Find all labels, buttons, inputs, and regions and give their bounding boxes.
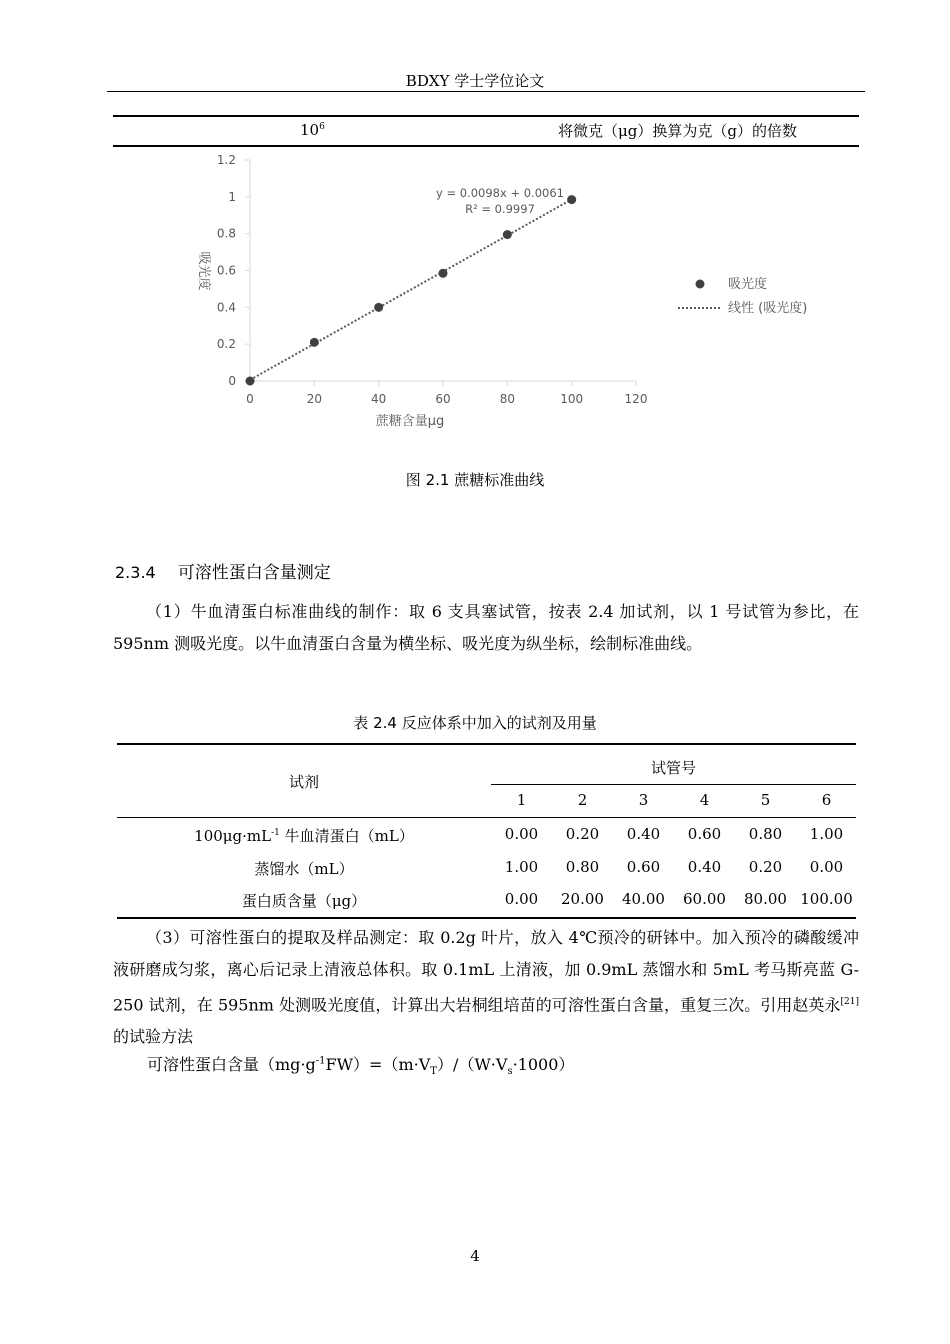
table-cell: 0.20 (748, 858, 783, 876)
y-axis-label: 吸光度 (196, 251, 211, 291)
table-cell: 0.60 (626, 858, 661, 876)
y-tick-label: 1 (228, 189, 236, 204)
citation-ref: [21] (840, 997, 859, 1007)
table-header-tube: 试管号 (650, 759, 696, 777)
tube-number-5: 5 (760, 791, 771, 809)
data-point (310, 338, 319, 347)
paragraph-3: （3）可溶性蛋白的提取及样品测定：取 0.2g 叶片，放入 4℃预冷的研钵中。加入预冷的磷酸缓冲液研磨成匀浆，离心后记录上清液总体积。取 0.1mL 上清液，加 0.9mL 蒸馏水和 5mL 考马斯亮蓝 G-250 试剂，在 595nm 处测吸光度值，计算出大岩桐组培苗的可溶性蛋白含量，重复三次。引用赵英永[21]的试验方法 (113, 928, 859, 1047)
trendline (250, 199, 572, 379)
y-tick-label: 0 (228, 374, 236, 388)
data-point (374, 303, 383, 312)
prev-table-description: 将微克（μg）换算为克（g）的倍数 (558, 122, 797, 140)
section-heading (115, 558, 331, 583)
x-tick-label: 20 (306, 392, 322, 406)
legend-label-trendline: 线性 (吸光度) (728, 301, 808, 316)
y-tick-label: 0.6 (216, 263, 236, 278)
table-bottom-rule (117, 917, 856, 919)
legend-label-points: 吸光度 (728, 277, 768, 292)
section-number: 2.3.4 (115, 563, 156, 582)
table-caption: 表 2.4 反应体系中加入的试剂及用量 (353, 714, 597, 732)
data-point (503, 230, 512, 239)
formula: 可溶性蛋白含量$(mg\cdot g^{-1}FW)=(m\cdot V_T)/(W\cdot V_s\cdot 1000)$ (147, 1055, 575, 1078)
table-row-label: $100\mu g\cdot mL^{-1}$ 牛血清蛋白（mL） (194, 827, 414, 845)
table-cell: 0.40 (687, 858, 722, 876)
x-tick-label: 40 (371, 392, 387, 406)
prev-table-top-rule (113, 115, 859, 117)
table-row-label: 蛋白质含量（μg） (241, 892, 367, 910)
x-tick-label: 60 (435, 392, 451, 406)
table-cell: 80.00 (744, 890, 787, 908)
trendline-equation: y = 0.0098x + 0.0061 (436, 186, 564, 200)
table-cell: 0.60 (687, 825, 722, 843)
header-rule (107, 91, 865, 92)
r-squared: R² = 0.9997 (465, 202, 535, 216)
x-tick-label: 80 (499, 392, 515, 406)
tube-number-6: 6 (821, 791, 832, 809)
paragraph-1: （1）牛血清蛋白标准曲线的制作：取 6 支具塞试管，按表 2.4 加试剂，以 1 号试管为参比，在 595nm 测吸光度。以牛血清蛋白含量为横坐标、吸光度为纵坐标，绘制标准曲线。 (113, 602, 859, 653)
table-cell: 0.40 (626, 825, 661, 843)
running-header: BDXY 学士学位论文 (405, 72, 545, 90)
legend-marker-points (696, 280, 705, 289)
table-cell: 0.80 (748, 825, 783, 843)
table-header-rule (117, 817, 856, 818)
prev-table-bottom-rule (113, 145, 859, 147)
x-tick-label: 0 (246, 392, 254, 406)
table-top-rule (117, 743, 856, 745)
table-cell: 0.20 (565, 825, 600, 843)
y-tick-label: 0.8 (216, 226, 236, 241)
data-point (246, 377, 255, 386)
table-cell: 0.80 (565, 858, 600, 876)
table-row-label: 蒸馏水（mL） (254, 860, 354, 878)
table-header-reagent: 试剂 (288, 773, 319, 791)
x-tick-label: 100 (560, 392, 584, 406)
data-point (567, 195, 576, 204)
table-cell: 40.00 (622, 890, 665, 908)
table-cell: 1.00 (809, 825, 844, 843)
tube-number-3: 3 (638, 791, 649, 809)
section-title: 可溶性蛋白含量测定 (177, 563, 331, 583)
y-tick-label: 0.4 (216, 300, 236, 315)
table-subheader-rule (491, 784, 856, 785)
table-cell: 1.00 (504, 858, 539, 876)
y-tick-label: 0.2 (216, 337, 236, 352)
table-cell: 0.00 (809, 858, 844, 876)
tube-number-4: 4 (699, 791, 710, 809)
page-number: 4 (470, 1247, 480, 1265)
data-point (439, 269, 448, 278)
tube-number-1: 1 (516, 791, 527, 809)
table-cell: 60.00 (683, 890, 726, 908)
table-cell: 0.00 (504, 825, 539, 843)
figure-caption: 图 2.1 蔗糖标准曲线 (405, 471, 545, 489)
prev-table-value: $10^6$ (300, 121, 325, 139)
tube-number-2: 2 (577, 791, 588, 809)
table-cell: 0.00 (504, 890, 539, 908)
table-cell: 100.00 (800, 890, 853, 908)
x-tick-label: 120 (624, 392, 648, 406)
y-tick-label: 1.2 (216, 153, 236, 167)
sucrose-standard-curve-chart (180, 150, 880, 440)
table-cell: 20.00 (561, 890, 604, 908)
x-axis-label: 蔗糖含量μg (375, 414, 445, 429)
